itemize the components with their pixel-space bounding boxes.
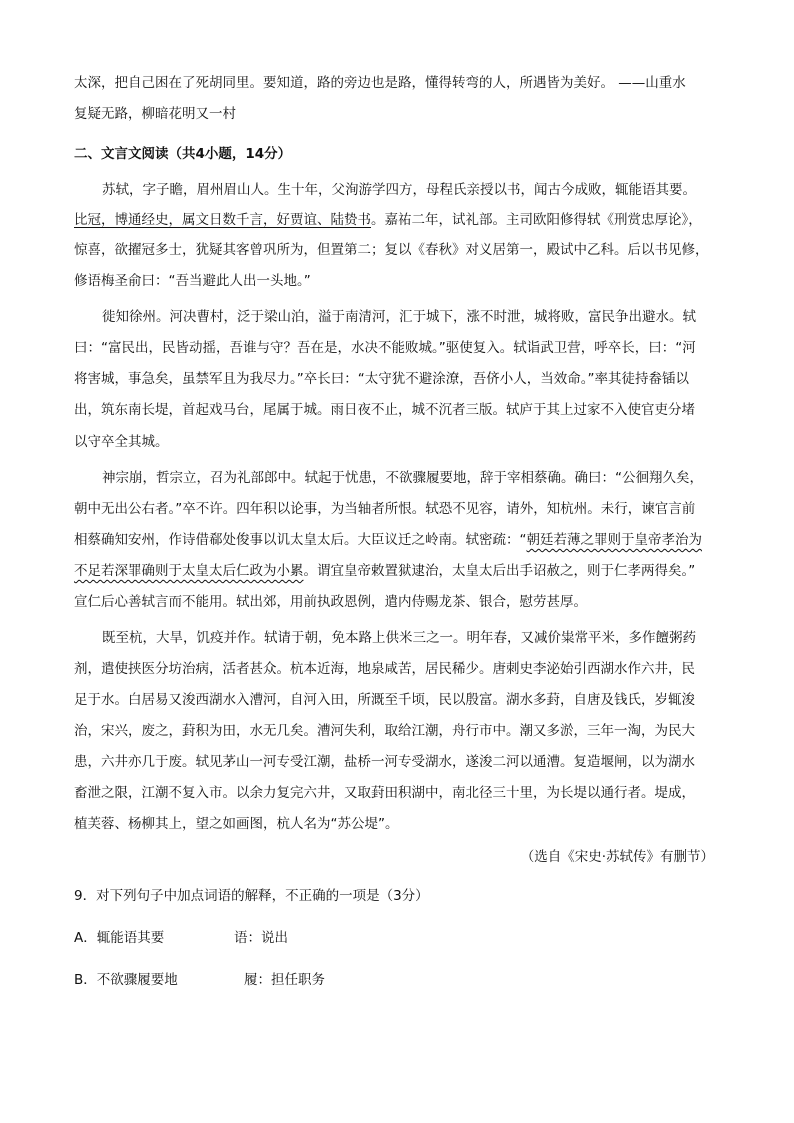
wavy-underlined-sentence: 不足若深罪确则于太皇太后仁政为小累 [74,563,304,579]
wavy-underlined-sentence: 朝廷若薄之罪则于皇帝孝治为 [526,532,702,548]
question-stem: 9．对下列句子中加点词语的解释，不正确的一项是（3分） [74,888,429,904]
intro-line-2: 复疑无路，柳暗花明又一村 [74,106,236,122]
paragraph-line: 将害城，事急矣，虽禁军且为我尽力。”卒长曰：“太守犹不避涂潦，吾侪小人，当效命。”率其徒持畚锸以 [74,371,689,387]
option-gloss: 语：说出 [234,930,288,946]
paragraph-line: 神宗崩，哲宗立，召为礼部郎中。轼起于忧患，不欲骤履要地，辞于宰相蔡确。确曰：“公徊翔久矣， [102,470,703,486]
option-gloss: 履：担任职务 [244,972,325,988]
paragraph-line [74,561,695,581]
option-b [74,970,714,990]
paragraph-line: 患，六井亦几于废。轼见茅山一河专受江潮，盐桥一河专受湖水，遂浚二河以通漕。复造堰闸，以为湖水 [74,754,695,770]
paragraph-text: 相蔡确知安州，作诗借郗处俊事以讥太皇太后。大臣议迁之岭南。轼密疏：“ [74,532,527,548]
paragraph-line: 畜泄之限，江潮不复入市。以余力复完六井，又取葑田积湖中，南北径三十里，为长堤以通行者。堤成， [74,785,695,801]
source-citation: （选自《宋史·苏轼传》有删节） [520,849,714,865]
paragraph-line: 徙知徐州。河决曹村，泛于梁山泊，溢于南清河，汇于城下，涨不时泄，城将败，富民争出避水。轼 [102,309,696,325]
paragraph-line: 朝中无出公右者。”卒不许。四年积以论事，为当轴者所恨。轼恐不见容，请外，知杭州。未行，谏官言前 [74,501,696,517]
paragraph-line [74,530,702,550]
paragraph-line: 既至杭，大旱，饥疫并作。轼请于朝，免本路上供米三之一。明年春，又减价粜常平米，多作饘粥药 [102,630,696,646]
option-sentence: 辄能语其要 [96,930,165,946]
intro-line-1: 太深，把自己困在了死胡同里。要知道，路的旁边也是路，懂得转弯的人，所遇皆为美好。 ——山重水 [74,75,686,91]
paragraph-line: 足于水。白居易又浚西湖水入漕河，自河入田，所溉至千顷，民以殷富。湖水多葑，自唐及钱氏，岁辄浚 [74,692,695,708]
option-a [74,928,714,948]
underlined-sentence: 比冠，博通经史，属文日数千言，好贾谊、陆贽书 [74,212,371,228]
section-heading: 二、文言文阅读（共4小题，14分） [74,146,292,162]
paragraph-line: 曰：“富民出，民皆动摇，吾谁与守？吾在是，水决不能败城。”驱使复入。轼诣武卫营，呼卒长，曰：“河 [74,340,696,356]
paragraph-line: 以守卒全其城。 [74,434,169,450]
paragraph-line: 出，筑东南长堤，首起戏马台，尾属于城。雨日夜不止，城不沉者三版。轼庐于其上过家不入使官吏分堵 [74,402,695,418]
paragraph-line: 植芙蓉、杨柳其上，望之如画图，杭人名为“苏公堤”。 [74,816,399,832]
option-sentence: 不欲骤履要地 [96,972,178,988]
paragraph-text: 。嘉祐二年，试礼部。主司欧阳修得轼《刑赏忠厚论》， [371,212,702,228]
option-label: B． [74,972,97,988]
paragraph-line [74,210,702,230]
paragraph-line: 宣仁后心善轼言而不能用。轼出郊，用前执政恩例，遣内侍赐龙茶、银合，慰劳甚厚。 [74,594,587,610]
paragraph-line: 苏轼，字子瞻，眉州眉山人。生十年，父洵游学四方，母程氏亲授以书，闻古今成败，辄能语其要。 [102,182,696,198]
paragraph-line: 惊喜，欲擢冠多士，犹疑其客曾巩所为，但置第二；复以《春秋》对义居第一，殿试中乙科。后以书见修， [74,242,709,258]
option-label: A． [74,930,97,946]
paragraph-line: 修语梅圣俞曰：“吾当避此人出一头地。” [74,273,311,289]
paragraph-line: 剂，遣使挟医分坊治病，活者甚众。杭本近海，地泉咸苦，居民稀少。唐刺史李泌始引西湖水作六井，民 [74,661,695,677]
paragraph-text: 。谓宜皇帝敕置狱逮治，太皇太后出手诏赦之，则于仁孝两得矣。” [303,563,696,579]
paragraph-line: 治，宋兴，废之，葑积为田，水无几矣。漕河失利，取给江潮，舟行市中。潮又多淤，三年一淘，为民大 [74,723,695,739]
